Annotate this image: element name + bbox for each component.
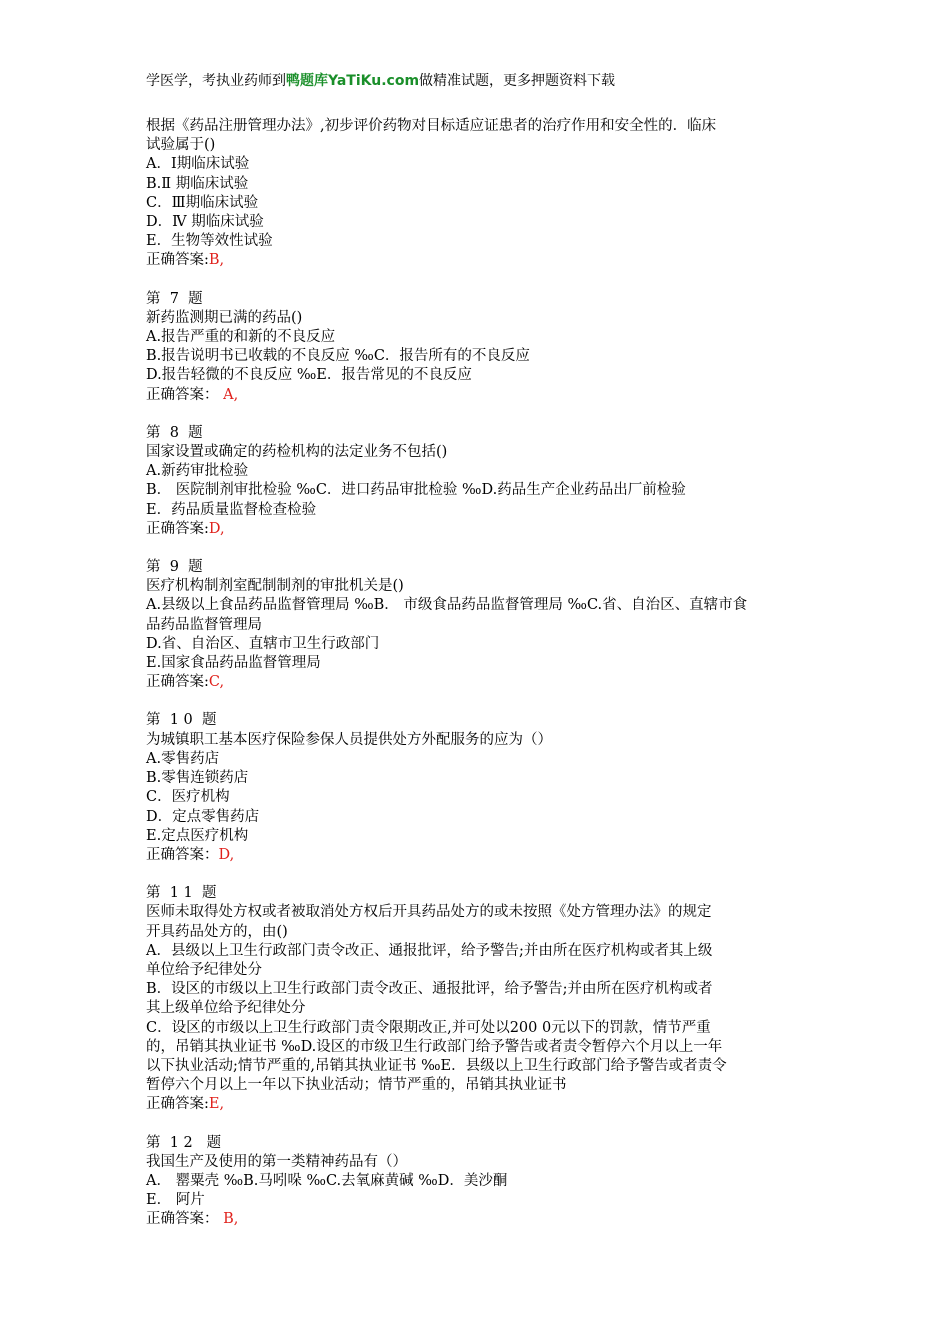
question-block <box>146 711 806 884</box>
answer-option: D.报告轻微的不良反应 ‰E．报告常见的不良反应 <box>146 367 472 384</box>
question-stem: 试验属于() <box>146 137 216 154</box>
correct-answer-value: D, <box>218 846 235 863</box>
question-block <box>146 290 806 424</box>
answer-option: D.省、自治区、直辖市卫生行政部门 <box>146 635 380 652</box>
correct-answer-label: 正确答案： <box>146 386 219 403</box>
answer-option: D．Ⅳ 期临床试验 <box>146 214 264 231</box>
correct-answer <box>146 1210 806 1229</box>
correct-answer-label: 正确答案： <box>146 1211 219 1228</box>
answer-option: A．县级以上卫生行政部门责令改正、通报批评，给予警告;并由所在医疗机构或者其上级 <box>146 942 713 959</box>
answer-option: B.零售连锁药店 <box>146 770 249 787</box>
correct-answer <box>146 846 806 865</box>
answer-option: A.新药审批检验 <box>146 463 249 480</box>
question-list <box>146 117 806 1230</box>
answer-option: E.定点医疗机构 <box>146 827 249 844</box>
question-number: 第 1 2 题 <box>146 1134 222 1151</box>
correct-answer <box>146 1095 806 1114</box>
question-block <box>146 558 806 711</box>
question-stem: 医疗机构制剂室配制制剂的审批机关是() <box>146 578 404 595</box>
answer-option: A． 罂粟壳 ‰B.马吲哚 ‰C.去氧麻黄碱 ‰D．美沙酮 <box>146 1172 508 1189</box>
correct-answer-value: A, <box>218 386 239 403</box>
correct-answer-value: E, <box>208 1096 225 1113</box>
spacer <box>146 405 806 424</box>
answer-option: C．Ⅲ期临床试验 <box>146 194 259 211</box>
correct-answer <box>146 673 806 692</box>
question-block <box>146 424 806 558</box>
question-stem: 为城镇职工基本医疗保险参保人员提供处方外配服务的应为（） <box>146 731 552 748</box>
answer-option: 品药品监督管理局 <box>146 616 262 633</box>
question-block <box>146 117 806 290</box>
question-number: 第 7 题 <box>146 290 203 307</box>
answer-option: C．设区的市级以上卫生行政部门责令限期改正,并可处以200 0元以下的罚款，情节严重 <box>146 1019 711 1036</box>
answer-option: A.县级以上食品药品监督管理局 ‰B． 市级食品药品监督管理局 ‰C.省、自治区、直辖市食 <box>146 597 748 614</box>
correct-answer-label: 正确答案: <box>146 252 209 269</box>
question-block <box>146 884 806 1133</box>
question-stem: 医师未取得处方权或者被取消处方权后开具药品处方的或未按照《处方管理办法》的规定 <box>146 904 712 921</box>
answer-option: 其上级单位给予纪律处分 <box>146 1000 306 1017</box>
header-prefix: 学医学，考执业药师到 <box>146 73 286 89</box>
answer-option: 单位给予纪律处分 <box>146 961 262 978</box>
header-suffix: 做精准试题，更多押题资料下载 <box>419 73 616 89</box>
question-number: 第 8 题 <box>146 424 203 441</box>
answer-option: E．生物等效性试验 <box>146 233 273 250</box>
answer-option: B.Ⅱ 期临床试验 <box>146 175 249 192</box>
question-number: 第 9 题 <box>146 559 203 576</box>
brand-name-cn[interactable]: 鸭题库 <box>286 73 328 89</box>
spacer <box>146 1115 806 1134</box>
correct-answer-label: 正确答案： <box>146 846 219 863</box>
question-stem: 根据《药品注册管理办法》,初步评价药物对目标适应证患者的治疗作用和安全性的．临床 <box>146 118 717 134</box>
spacer <box>146 692 806 711</box>
answer-option: E． 阿片 <box>146 1192 205 1209</box>
correct-answer-value: D, <box>208 520 225 537</box>
answer-option: 暂停六个月以上一年以下执业活动；情节严重的，吊销其执业证书 <box>146 1077 567 1094</box>
correct-answer <box>146 251 806 270</box>
answer-option: E.国家食品药品监督管理局 <box>146 655 321 672</box>
question-stem: 我国生产及使用的第一类精神药品有（） <box>146 1153 407 1170</box>
correct-answer-value: C, <box>208 674 225 691</box>
site-header <box>146 72 615 90</box>
answer-option: 以下执业活动;情节严重的,吊销其执业证书 ‰E．县级以上卫生行政部门给予警告或者责令 <box>146 1057 727 1074</box>
answer-option: A.零售药店 <box>146 750 220 767</box>
question-stem: 开具药品处方的，由() <box>146 923 288 940</box>
correct-answer-value: B, <box>218 1211 239 1228</box>
correct-answer-label: 正确答案: <box>146 674 209 691</box>
correct-answer-label: 正确答案: <box>146 1096 209 1113</box>
correct-answer <box>146 386 806 405</box>
correct-answer-value: B, <box>208 252 225 269</box>
correct-answer <box>146 520 806 539</box>
brand-domain[interactable]: .com <box>381 73 420 89</box>
brand-name-en[interactable]: YaTiKu <box>328 73 382 89</box>
spacer <box>146 271 806 290</box>
question-number: 第 1 1 题 <box>146 885 217 902</box>
answer-option: A.报告严重的和新的不良反应 <box>146 329 336 346</box>
answer-option: A．Ⅰ期临床试验 <box>146 156 250 173</box>
answer-option: B． 医院制剂审批检验 ‰C．进口药品审批检验 ‰D.药品生产企业药品出厂前检验 <box>146 482 686 499</box>
spacer <box>146 539 806 558</box>
question-stem: 新药监测期已满的药品() <box>146 309 303 326</box>
answer-option: 的，吊销其执业证书 ‰D.设区的市级卫生行政部门给予警告或者责令暂停六个月以上一年 <box>146 1038 723 1055</box>
question-block <box>146 1134 806 1230</box>
question-stem: 国家设置或确定的药检机构的法定业务不包括() <box>146 444 448 461</box>
answer-option: E．药品质量监督检查检验 <box>146 501 317 518</box>
spacer <box>146 865 806 884</box>
answer-option: B．设区的市级以上卫生行政部门责令改正、通报批评，给予警告;并由所在医疗机构或者 <box>146 981 713 998</box>
answer-option: B.报告说明书已收载的不良反应 ‰C．报告所有的不良反应 <box>146 348 530 365</box>
answer-option: D．定点零售药店 <box>146 808 260 825</box>
answer-option: C．医疗机构 <box>146 789 230 806</box>
correct-answer-label: 正确答案: <box>146 520 209 537</box>
question-number: 第 1 0 题 <box>146 712 217 729</box>
